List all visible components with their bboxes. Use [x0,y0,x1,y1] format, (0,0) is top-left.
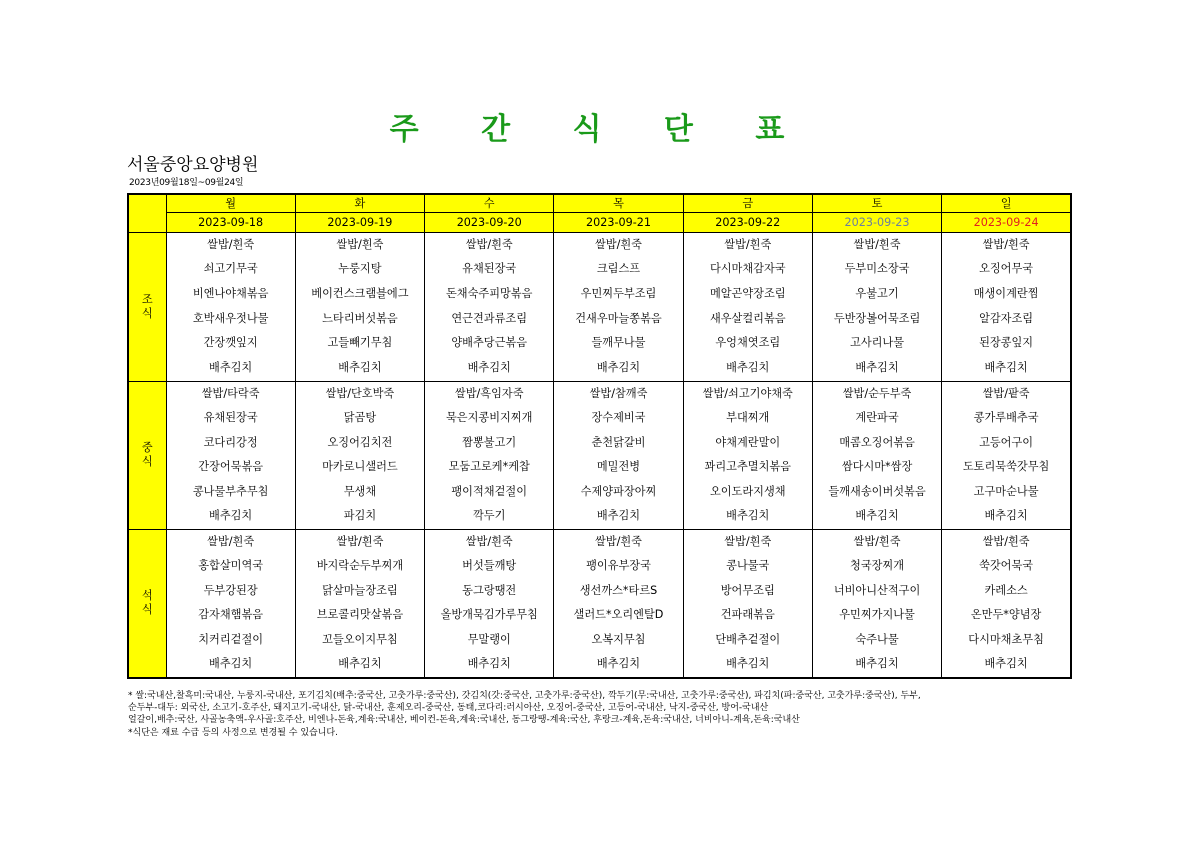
day-header-tue: 화 [295,194,424,212]
date-thu: 2023-09-21 [554,212,683,232]
menu-item: 두반장볼어묵조림 [833,311,921,325]
menu-item: 쌀밥/쇠고기야채죽 [702,386,793,400]
menu-item: 고구마순나물 [973,484,1039,498]
menu-period: 2023년09월18일~09월24일 [129,178,244,188]
menu-item: 수제양파장아찌 [580,484,657,498]
menu-item: 메밀전병 [596,460,641,473]
menu-item: 간장깻잎지 [203,336,258,350]
menu-item: 청국장찌개 [850,559,905,572]
menu-item: 배추김치 [467,360,511,374]
footnote-line: * 쌀:국내산,찰흑미:국내산, 누룽지-국내산, 포기김치(배추:중국산, 고춧가루:중국산), 갓김치(갓:중국산, 고춧가루:중국산), 깍두기(무:국내산, 고춧가루:중국산), 파김치(파:중국산, 고춧가루:중국산), 두부, [128,691,921,701]
menu-item: 배추김치 [855,360,899,374]
breakfast-fri-cell [683,232,812,381]
meal-label-char: 석 [141,589,153,602]
menu-item: 묵은지콩비지찌개 [445,411,533,424]
menu-item: 팽이유부장국 [586,559,651,572]
menu-item: 오복지무침 [591,632,646,646]
menu-item: 쌀밥/흰죽 [982,534,1030,548]
lunch-thu-cell [554,381,683,529]
menu-item: 동그랑땡전 [462,583,517,597]
menu-item: 장수제비국 [591,411,646,424]
breakfast-tue-cell [295,232,424,381]
menu-item: 배추김치 [726,509,770,522]
footnote-line: *식단은 재료 수급 등의 사정으로 변경될 수 있습니다. [128,727,338,738]
menu-item: 배추김치 [596,509,641,522]
dinner-row [128,529,1071,678]
menu-item: 배추김치 [338,657,382,670]
breakfast-sat-cell [812,232,941,381]
date-tue: 2023-09-19 [295,212,424,232]
menu-item: 건파래볶음 [720,608,775,621]
menu-item: 새우살컬리볶음 [709,311,786,325]
page-title: 주 간 식 단 표 [389,112,811,147]
menu-item: 올방개묵김가루무침 [440,608,538,621]
footnote-line: 얼갈이,배추:국산, 사골농축액-우사골:호주산, 비엔나-돈육,계육:국내산, 베이컨-돈육,계육:국내산, 동그랑땡-계육:국산, 후랑크-계육,돈육:국내산, 너비아니-계육,돈육:국내산 [128,715,800,726]
menu-item: 마카로니샐러드 [322,460,398,473]
menu-item: 유채된장국 [462,262,517,276]
menu-item: 알감자조림 [979,311,1034,325]
meal-label-char: 중 [141,441,153,454]
menu-item: 쌀밥/흑임자죽 [454,386,524,400]
menu-item: 쌀밥/흰죽 [207,534,255,548]
menu-item: 배추김치 [209,360,253,374]
date-mon: 2023-09-18 [166,212,295,232]
day-header-wed: 수 [425,194,554,212]
breakfast-thu-cell [554,232,683,381]
menu-item: 바지락순두부찌개 [316,559,404,572]
breakfast-mon-cell [166,232,295,381]
menu-item: 쌀밥/흰죽 [207,237,255,251]
meal-label-char: 식 [141,455,153,468]
menu-item: 베이컨스크램블에그 [311,286,409,300]
day-header-sat: 토 [812,194,941,212]
menu-item: 쌈다시마*쌈장 [841,460,913,473]
weekly-menu-table [127,193,1072,679]
menu-item: 무생채 [343,484,377,498]
menu-item: 배추김치 [596,657,641,670]
menu-item: 치커리겉절이 [198,632,264,646]
menu-item: 닭곰탕 [343,411,377,424]
day-header-row [128,194,1071,212]
menu-item: 우불고기 [855,286,899,300]
menu-item: 쌀밥/흰죽 [724,534,772,548]
menu-item: 고등어구이 [979,435,1034,449]
menu-item: 단배추겉절이 [715,632,781,646]
lunch-sun-cell [942,381,1071,529]
dinner-fri-cell [683,529,812,678]
menu-item: 연근견과류조림 [451,311,528,325]
breakfast-label [128,232,166,381]
date-sat: 2023-09-23 [812,212,941,232]
menu-item: 쌀밥/흰죽 [336,237,384,251]
menu-item: 오징어김치전 [327,435,393,449]
day-header-sun: 일 [942,194,1071,212]
hospital-name: 서울중앙요양병원 [127,155,259,175]
menu-item: 온만두*양념장 [970,608,1042,621]
lunch-row [128,381,1071,529]
origin-footnotes [128,690,1078,739]
lunch-tue-cell [295,381,424,529]
menu-item: 쌀밥/타락죽 [201,386,260,400]
date-header-row [128,212,1071,232]
menu-item: 다시마채감자국 [709,262,786,276]
menu-item: 배추김치 [209,509,253,522]
menu-item: 춘천닭갈비 [591,435,646,449]
menu-item: 야채계란말이 [715,435,781,449]
menu-item: 콩가루배추국 [973,411,1039,424]
menu-item: 된장콩잎지 [979,336,1034,350]
lunch-sat-cell [812,381,941,529]
dinner-tue-cell [295,529,424,678]
menu-item: 쌀밥/흰죽 [853,237,901,251]
menu-item: 도토리묵쑥갓무침 [962,460,1050,473]
menu-item: 배추김치 [726,657,770,670]
menu-item: 배추김치 [338,360,382,374]
menu-item: 배추김치 [984,509,1028,522]
menu-item: 부대찌개 [726,411,770,424]
breakfast-wed-cell [425,232,554,381]
day-header-mon: 월 [166,194,295,212]
dinner-wed-cell [425,529,554,678]
dinner-mon-cell [166,529,295,678]
date-fri: 2023-09-22 [683,212,812,232]
menu-item: 계란파국 [855,411,899,424]
menu-item: 쑥갓어묵국 [979,559,1034,572]
lunch-wed-cell [425,381,554,529]
menu-item: 배추김치 [984,360,1028,374]
menu-item: 짬뽕불고기 [462,435,517,449]
menu-item: 샐러드*오리엔탈D [573,608,664,621]
menu-item: 쌀밥/흰죽 [336,534,384,548]
menu-item: 배추김치 [467,657,511,670]
menu-item: 쌀밥/참깨죽 [589,386,648,400]
menu-item: 들깨무나물 [591,336,646,350]
menu-item: 브로콜리맛살볶음 [316,608,404,621]
menu-item: 호박새우젓나물 [192,311,269,325]
menu-item: 두부강된장 [203,583,258,597]
menu-item: 팽이적채겉절이 [451,484,528,498]
menu-item: 매생이계란찜 [973,286,1039,300]
menu-item: 무말랭이 [467,632,511,646]
menu-item: 들깨새송이버섯볶음 [828,484,926,498]
date-wed: 2023-09-20 [425,212,554,232]
menu-item: 오징어무국 [979,262,1034,276]
menu-item: 고사리나물 [850,336,905,350]
menu-item: 숙주나물 [855,632,899,646]
menu-item: 배추김치 [726,360,770,374]
lunch-mon-cell [166,381,295,529]
menu-item: 홍합살미역국 [198,559,264,572]
meal-label-char: 식 [141,306,153,320]
menu-item: 쌀밥/흰죽 [853,534,901,548]
lunch-fri-cell [683,381,812,529]
menu-item: 배추김치 [855,657,899,670]
menu-item: 너비아니산적구이 [833,583,921,597]
menu-item: 우엉채엿조림 [715,336,781,350]
menu-item: 비엔나야채볶음 [192,286,269,300]
day-header-thu: 목 [554,194,683,212]
menu-item: 방어무조림 [720,583,775,597]
menu-item: 쌀밥/흰죽 [594,237,642,251]
menu-item: 쇠고기무국 [203,262,258,276]
menu-item: 쌀밥/순두부죽 [842,386,912,400]
menu-item: 메알곤약장조림 [709,286,786,300]
menu-item: 쌀밥/흰죽 [982,237,1030,251]
menu-item: 간장어묵볶음 [198,460,264,473]
menu-item: 모둠고로케*케찹 [448,460,530,473]
menu-item: 깍두기 [472,509,506,522]
dinner-thu-cell [554,529,683,678]
menu-item: 쌀밥/흰죽 [594,534,642,548]
menu-item: 쌀밥/흰죽 [465,237,513,251]
dinner-label [128,529,166,678]
menu-item: 꼬들오이지무침 [322,632,398,646]
menu-item: 오이도라지생채 [709,484,786,498]
menu-item: 우민찌가지나물 [839,608,915,621]
footnote-line: 순두부-대두: 외국산, 소고기-호주산, 돼지고기-국내산, 닭-국내산, 훈제오리-중국산, 동태,코다리:러시아산, 오징어-중국산, 고등어-국내산, 낙지-중국산, 방어-국내산 [128,703,769,714]
menu-item: 배추김치 [596,360,641,374]
menu-item: 매콤오징어볶음 [839,435,915,449]
menu-item: 쌀밥/흰죽 [724,237,772,251]
menu-item: 생선까스*타르S [579,583,658,597]
menu-item: 돈채숙주피망볶음 [445,286,533,300]
menu-item: 카레소스 [984,583,1028,597]
menu-item: 두부미소장국 [844,262,910,276]
menu-item: 코다리강정 [203,435,258,449]
meal-label-char: 조 [141,292,153,306]
menu-item: 쌀밥/단호박죽 [325,386,395,400]
menu-item: 누룽지탕 [338,262,382,276]
meal-label-char: 식 [141,603,153,616]
dinner-sun-cell [942,529,1071,678]
menu-item: 쌀밥/팥죽 [982,386,1030,400]
menu-item: 느타리버섯볶음 [322,311,398,325]
menu-item: 버섯들깨탕 [462,559,517,572]
corner-cell [128,194,166,232]
menu-item: 크림스프 [596,262,641,276]
menu-item: 파김치 [343,509,377,522]
menu-item: 고들빼기무침 [327,336,393,350]
menu-item: 배추김치 [855,509,899,522]
menu-item: 콩나물부추무침 [192,484,269,498]
menu-item: 다시마채초무침 [968,632,1044,646]
day-header-fri: 금 [683,194,812,212]
menu-item: 쌀밥/흰죽 [465,534,513,548]
breakfast-sun-cell [942,232,1071,381]
dinner-sat-cell [812,529,941,678]
menu-item: 감자채햄볶음 [198,608,264,621]
menu-item: 우민찌두부조림 [580,286,657,300]
menu-item: 닭살마늘장조림 [322,583,398,597]
menu-item: 배추김치 [209,657,253,670]
menu-item: 유채된장국 [203,411,258,424]
date-sun: 2023-09-24 [942,212,1071,232]
menu-item: 양배추당근볶음 [451,336,528,350]
menu-item: 콩나물국 [726,559,770,572]
menu-item: 꽈리고추멸치볶음 [704,460,791,473]
menu-item: 건새우마늘쫑볶음 [575,311,662,325]
lunch-label [128,381,166,529]
breakfast-row [128,232,1071,381]
menu-item: 배추김치 [984,657,1028,670]
